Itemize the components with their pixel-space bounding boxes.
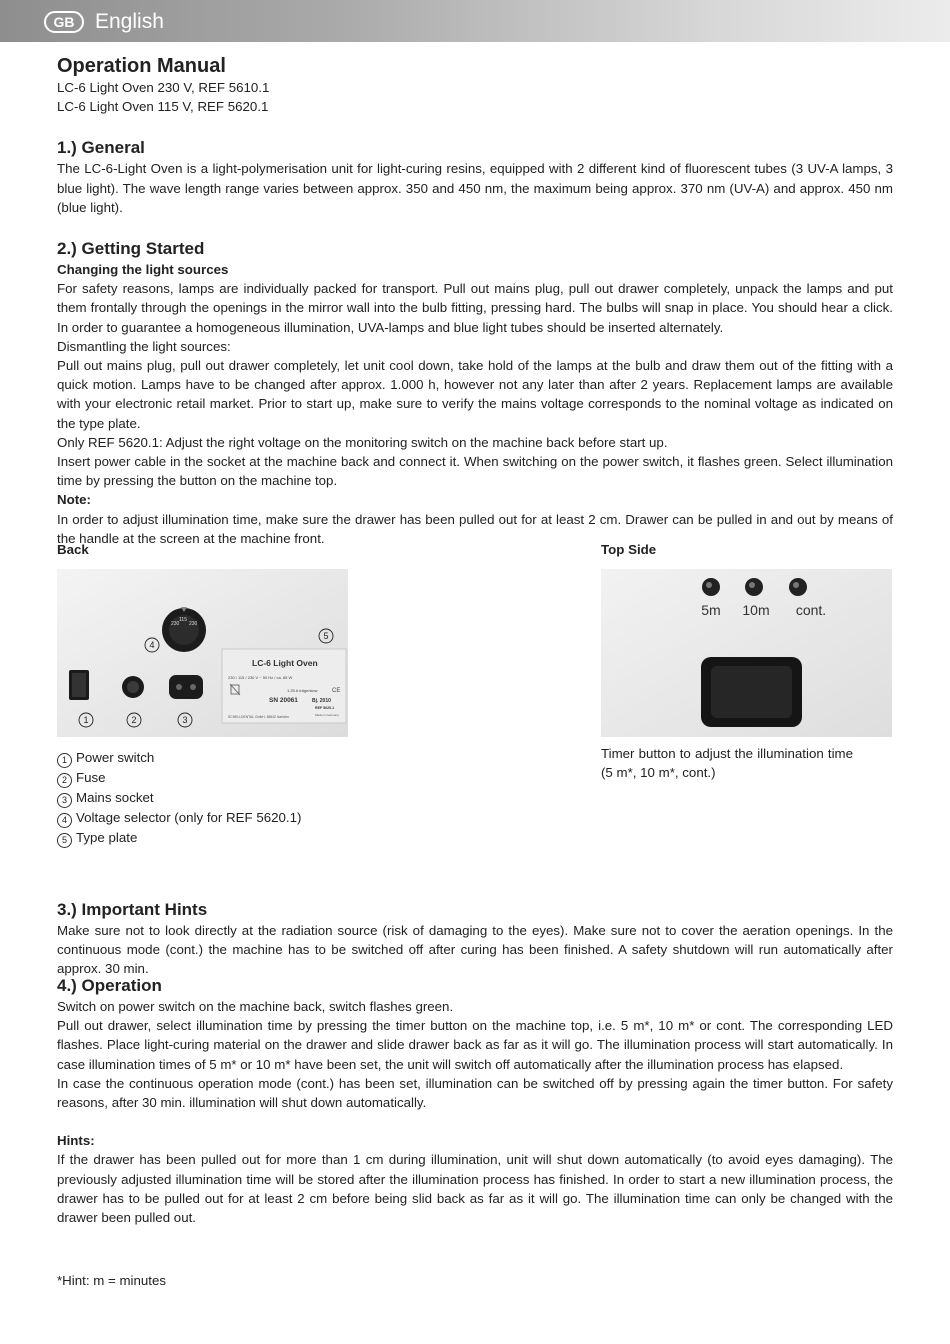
back-panel-photo [57,569,348,737]
callout-number: 4 [149,640,155,650]
paragraph: The LC-6-Light Oven is a light-polymerisation unit for light-curing resins, equipped with 2 different kind of fluorescent tubes (3 UV-A lamps, 3 blue light). The wave length range varies between approx. 350 and 450 nm, the maximum being approx. 370 nm (UV-A) and approx. 450 nm (blue light). [57,161,893,215]
section-getting-started [57,238,893,548]
paragraph: Make sure not to look directly at the radiation source (risk of damaging to the eyes). Make sure not to cover the aeration openings. In the continuous mode (cont.) the machine has to be switched off after curing has been finished. A safety shutdown will run automatically after approx. 30 min. [57,923,893,977]
mains-socket-icon [169,675,203,699]
power-switch-icon [69,670,89,700]
section-heading: 1.) General [57,138,145,158]
callout-number: 2 [131,715,137,725]
legend-text: Mains socket [76,790,154,805]
legend-number: 3 [57,793,72,808]
plate-ce: CE [332,688,341,694]
callout-number: 5 [323,631,329,641]
legend-item [57,788,301,808]
type-plate [222,649,346,723]
top-side-caption [601,744,853,783]
led-label-5m: 5m [701,602,721,618]
paragraph: If the drawer has been pulled out for more than 1 cm during illumination, unit will shut down automatically (to avoid eyes damaging). The previously adjusted illumination time will be stored after the illumination process has finished. In order to start a new illumination process, the drawer has to be pulled out for at least 2 cm before being slid back as far as it will go. The illumination time can only be changed with the drawer been pulled out. [57,1152,893,1226]
section-important-hints [57,899,893,979]
fuse-icon [122,676,144,698]
paragraph: Pull out drawer, select illumination time by pressing the timer button on the machine top, i.e. 5 m*, 10 m* or cont. The corresponding LED flashes. Place light-curing material on the drawer and slide drawer back as far as it will go. The illumination process will start automatically. In case illumination times of 5 m* or 10 m* have been set, the unit will switch off automatically after the illumination process has elapsed. [57,1018,893,1072]
top-side-photo [601,569,892,737]
caption-line: (5 m*, 10 m*, cont.) [601,765,716,781]
paragraph: For safety reasons, lamps are individually packed for transport. Pull out mains plug, pull out drawer completely, unpack the lamps and put them frontally through the openings in the mirror wall into the bulb fitting, pressing hard. The bulbs will snap in place. You should hear a click. In order to guarantee a homogeneous illumination, UVA-lamps and blue light tubes should be inserted alternately. [57,281,893,335]
voltage-mark: 230 [171,621,180,627]
plate-maker: SCHEU-DENTAL GmbH, 58642 Iserlohn [228,715,290,719]
voltage-mark: 115 [179,617,187,623]
plate-specs: 230 / 115 / 230 V ~ 50 Hz / ca. 65 W [228,675,293,680]
model-line: LC-6 Light Oven 230 V, REF 5610.1 [57,80,270,95]
led-label-10m: 10m [742,602,770,618]
plate-title: LC-6 Light Oven [252,658,318,668]
callout-number: 3 [182,715,188,725]
legend-number: 1 [57,753,72,768]
hints-label: Hints: [57,1133,95,1149]
legend-text: Power switch [76,750,155,765]
callout-number: 1 [83,715,89,725]
plate-made-in: Made in Germany [315,713,339,717]
back-label: Back [57,542,89,557]
doc-title: Operation Manual [57,55,226,77]
note-label: Note: [57,492,91,508]
section-operation [57,975,893,1227]
led-label-cont: cont. [795,602,827,618]
language-label: English [95,10,164,33]
timer-button-icon [701,657,802,727]
header-bar [0,0,950,42]
legend-number: 5 [57,833,72,848]
plate-sn: SN 20061 [269,697,298,704]
paragraph: Insert power cable in the socket at the machine back and connect it. When switching on the power switch, it flashes green. Select illumination time by pressing the button on the machine top. [57,454,893,489]
plate-fuse: 1.25 A träge/slow [287,688,318,693]
paragraph: Pull out mains plug, pull out drawer completely, let unit cool down, take hold of the lamps at the bulb and draw them out of the fitting with a quick motion. Lamps have to be changed after approx. 1.000 h, however not any later than after 2 years. Replacement lamps are available with your electronic retail market. Prior to start up, make sure to verify the mains voltage corresponds to the nominal voltage as indicated on the type plate. [57,358,893,431]
legend-number: 4 [57,813,72,828]
legend-item [57,828,301,848]
language-badge: GB [44,11,84,33]
plate-ref: REF 5620.1 [315,706,335,710]
legend-number: 2 [57,773,72,788]
legend-item [57,768,301,788]
plate-year: Bj. 2010 [312,698,331,704]
section-heading: 4.) Operation [57,976,162,995]
section-general [57,137,893,217]
legend-text: Type plate [76,830,138,845]
model-line: LC-6 Light Oven 115 V, REF 5620.1 [57,99,269,115]
legend-item [57,748,301,768]
top-side-label: Top Side [601,542,657,557]
intro-block [57,54,893,548]
paragraph: In case the continuous operation mode (cont.) has been set, illumination can be switched off by pressing again the timer button. For safety reasons, after 30 min. illumination will shut down automatically. [57,1075,893,1111]
paragraph: In order to adjust illumination time, make sure the drawer has been pulled out for at least 2 cm. Drawer can be pulled in and out by means of the handle at the screen at the machine front. [57,511,893,546]
paragraph: Dismantling the light sources: [57,338,231,354]
section-heading: 2.) Getting Started [57,239,205,259]
legend-text: Voltage selector (only for REF 5620.1) [76,810,302,825]
back-legend [57,748,301,848]
caption-line: Timer button to adjust the illumination time [601,746,853,761]
footnote: *Hint: m = minutes [57,1273,166,1288]
voltage-mark: 230 [189,621,198,627]
paragraph: Only REF 5620.1: Adjust the right voltage on the monitoring switch on the machine back before start up. [57,434,668,450]
paragraph: Switch on power switch on the machine back, switch flashes green. [57,999,454,1014]
subheading: Changing the light sources [57,262,229,278]
legend-item [57,808,301,828]
section-heading: 3.) Important Hints [57,900,208,919]
legend-text: Fuse [76,770,106,785]
